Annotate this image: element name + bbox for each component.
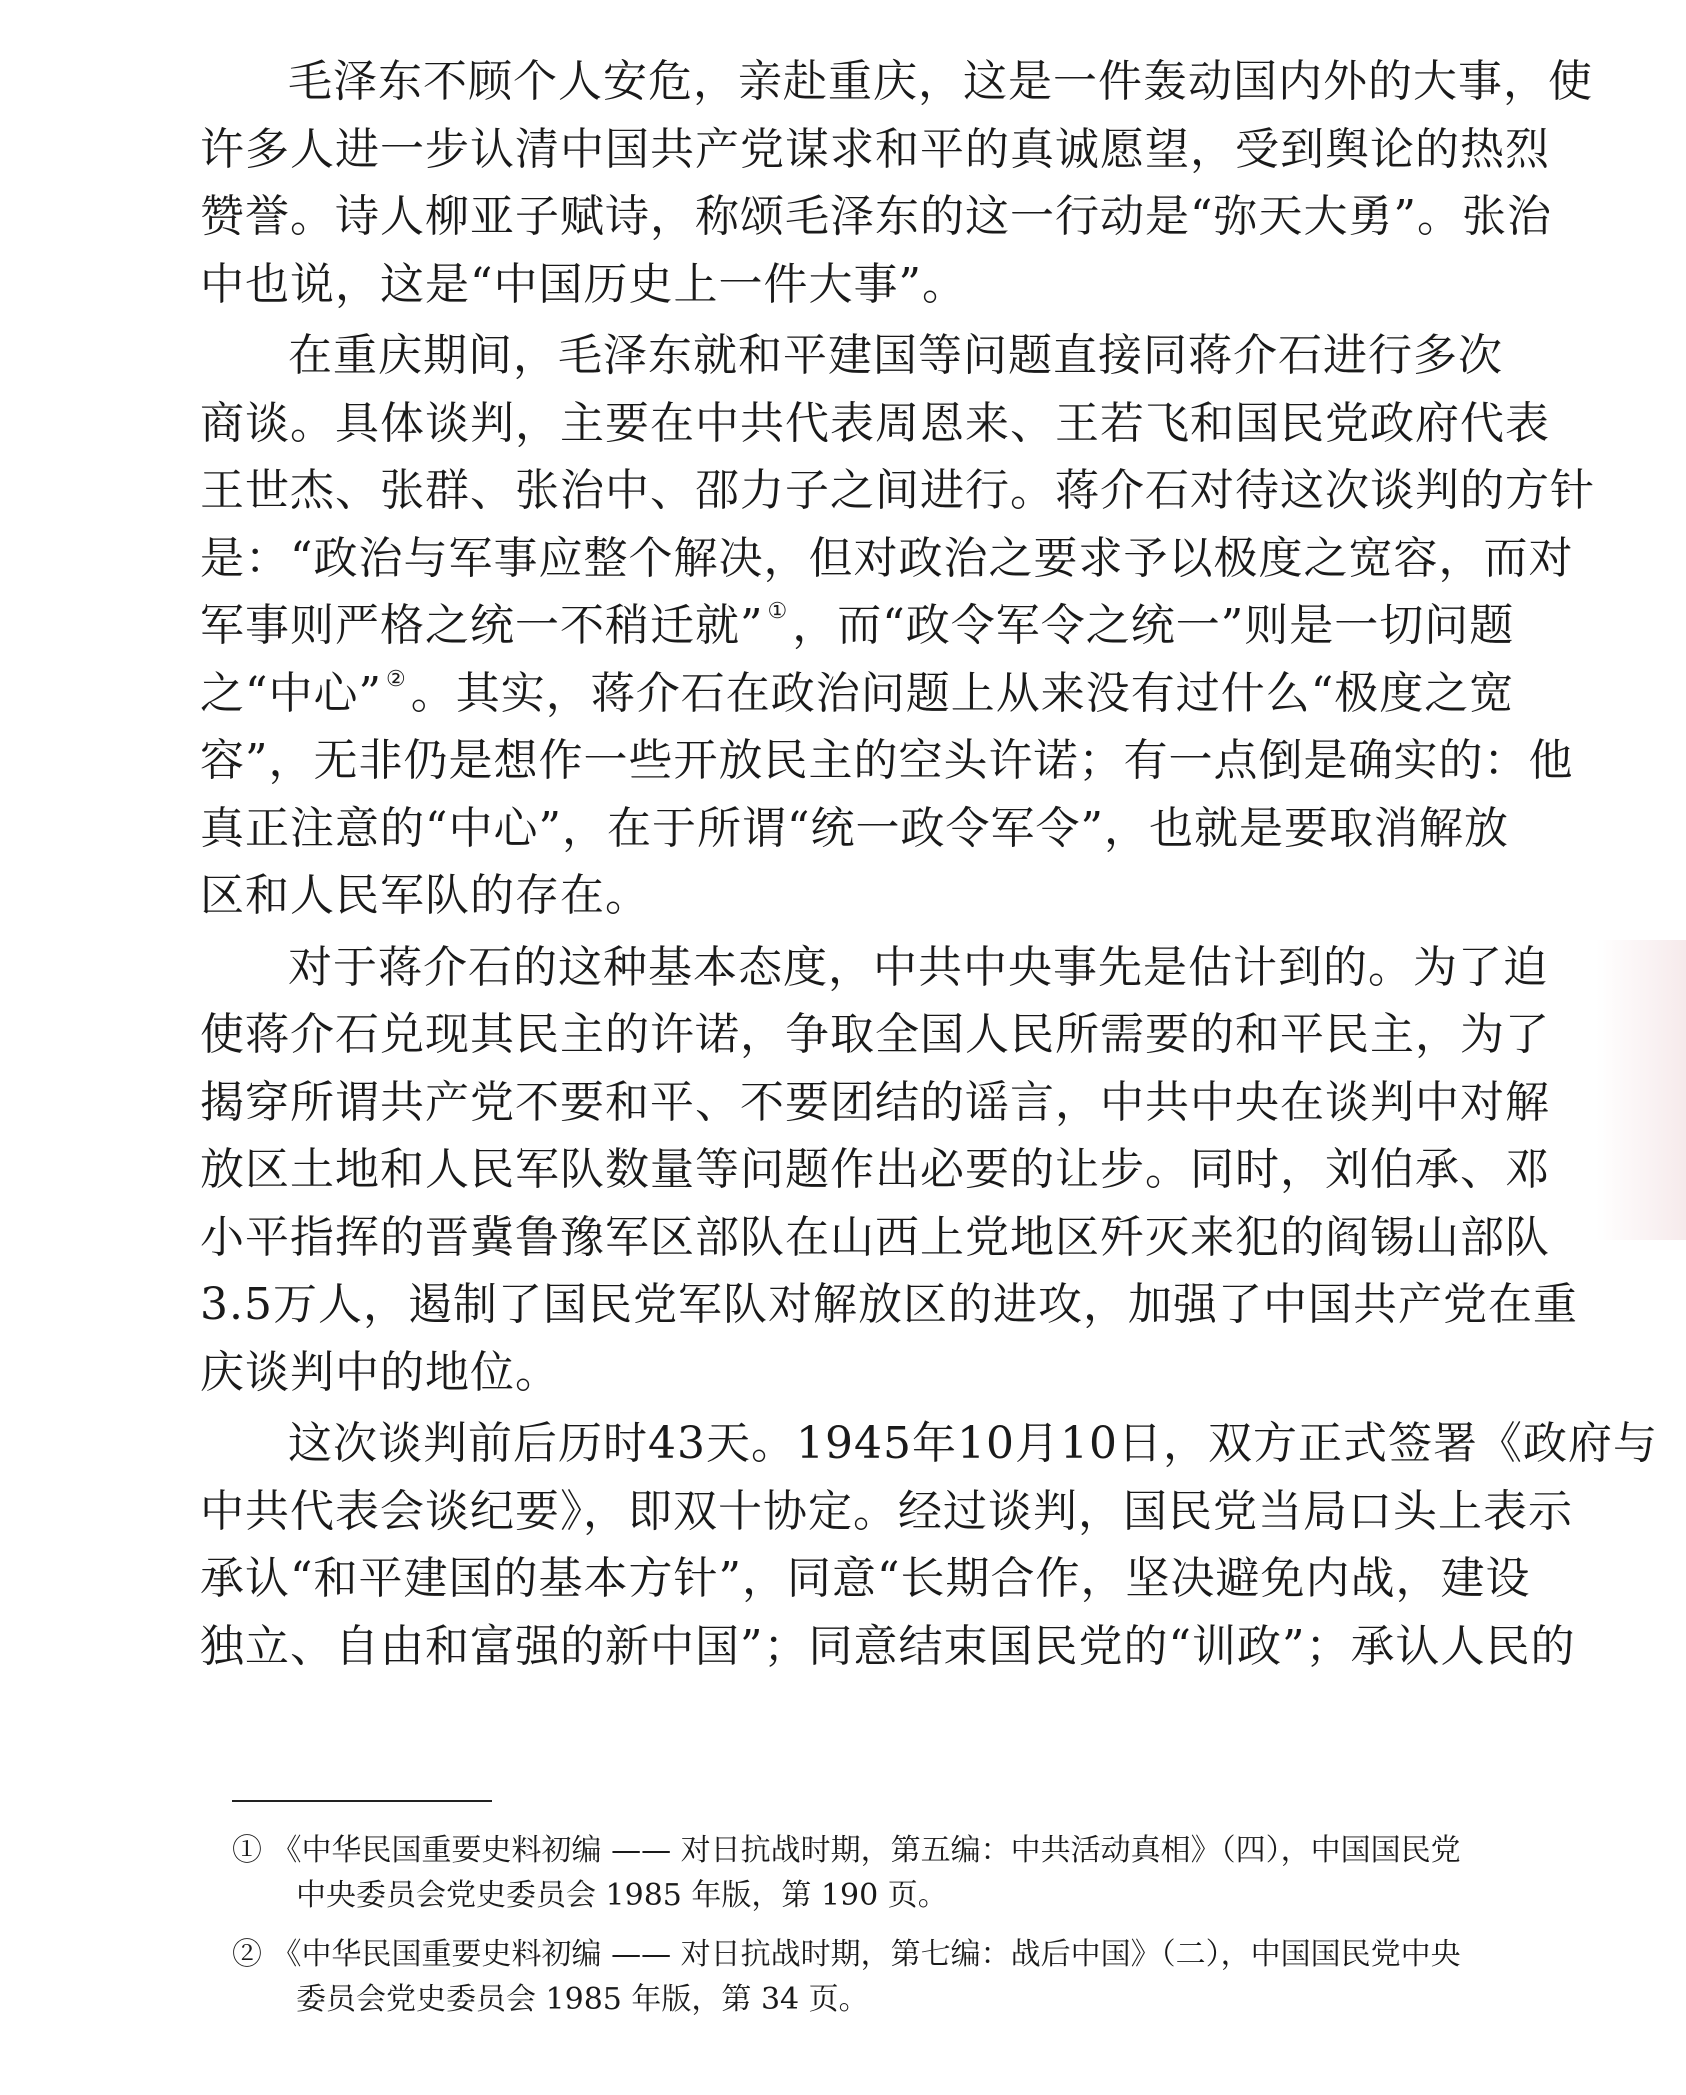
text-segment: ，而“政令军令之统一”则是一切问题: [792, 600, 1515, 651]
footnote-divider: [232, 1800, 492, 1802]
footnote-line: ② 《中华民国重要史料初编 —— 对日抗战时期，第七编：战后中国》（二），中国国民党中央: [232, 1937, 1461, 1972]
paragraph-1: [200, 48, 1593, 318]
text-line: [200, 592, 1515, 660]
text-line: 放区土地和人民军队数量等问题作出必要的让步。同时，刘伯承、邓: [200, 1144, 1550, 1195]
text-line: 王世杰、张群、张治中、邵力子之间进行。蒋介石对待这次谈判的方针: [200, 465, 1595, 516]
text-line: 3.5万人，遏制了国民党军队对解放区的进攻，加强了中国共产党在重: [200, 1279, 1578, 1330]
text-line: 小平指挥的晋冀鲁豫军区部队在山西上党地区歼灭来犯的阎锡山部队: [200, 1211, 1550, 1263]
text-segment: 军事则严格之统一不稍迁就”: [200, 600, 764, 651]
footnote-ref-2[interactable]: ②: [386, 666, 407, 692]
paragraph-3: [200, 934, 1578, 1407]
page-edge-smudge: [1596, 940, 1686, 1240]
footnote-line: 委员会党史委员会 1985 年版，第 34 页。: [296, 1982, 869, 2017]
text-line: 是：“政治与军事应整个解决，但对政治之要求予以极度之宽容，而对: [200, 532, 1574, 584]
body-text: [200, 48, 1658, 1684]
footnote-line: 中央委员会党史委员会 1985 年版，第 190 页。: [296, 1878, 948, 1913]
text-line: 容”，无非仍是想作一些开放民主的空头许诺；有一点倒是确实的：他: [200, 735, 1574, 786]
footnote-1: [232, 1828, 1472, 1918]
text-line: 在重庆期间，毛泽东就和平建国等问题直接同蒋介石进行多次: [288, 330, 1503, 381]
text-line: 许多人进一步认清中国共产党谋求和平的真诚愿望，受到舆论的热烈: [200, 123, 1550, 175]
text-line: 使蒋介石兑现其民主的许诺，争取全国人民所需要的和平民主，为了: [200, 1009, 1550, 1060]
text-segment: 之“中心”: [200, 667, 382, 719]
text-segment: 。其实，蒋介石在政治问题上从来没有过什么“极度之宽: [410, 667, 1515, 719]
text-line: 毛泽东不顾个人安危，亲赴重庆，这是一件轰动国内外的大事，使: [288, 56, 1593, 107]
footnote-line: ① 《中华民国重要史料初编 —— 对日抗战时期，第五编：中共活动真相》（四），中国国民党: [232, 1833, 1461, 1868]
paragraph-2: [200, 322, 1595, 930]
text-line: 真正注意的“中心”，在于所谓“统一政令军令”，也就是要取消解放: [200, 802, 1509, 854]
text-line: [200, 660, 1515, 728]
text-line: 承认“和平建国的基本方针”，同意“长期合作，坚决避免内战，建设: [200, 1553, 1531, 1604]
text-line: 区和人民军队的存在。: [200, 870, 650, 921]
text-line: 中也说，这是“中国历史上一件大事”。: [200, 258, 967, 310]
text-line: 庆谈判中的地位。: [200, 1346, 560, 1398]
footnotes: [232, 1828, 1472, 2036]
text-line: 赞誉。诗人柳亚子赋诗，称颂毛泽东的这一行动是“弥天大勇”。张治: [200, 191, 1552, 242]
footnote-ref-1[interactable]: ①: [767, 599, 789, 624]
text-line: 商谈。具体谈判，主要在中共代表周恩来、王若飞和国民党政府代表: [200, 397, 1550, 449]
text-line: 揭穿所谓共产党不要和平、不要团结的谣言，中共中央在谈判中对解: [200, 1076, 1550, 1128]
text-line: 中共代表会谈纪要》，即双十协定。经过谈判，国民党当局口头上表示: [200, 1485, 1573, 1537]
footnote-2: [232, 1932, 1472, 2022]
paragraph-4: [200, 1410, 1658, 1680]
text-line: 对于蒋介石的这种基本态度，中共中央事先是估计到的。为了迫: [288, 941, 1548, 993]
text-line: 这次谈判前后历时43天。1945年10月10日，双方正式签署《政府与: [288, 1418, 1658, 1469]
text-line: 独立、自由和富强的新中国”；同意结束国民党的“训政”；承认人民的: [200, 1620, 1576, 1672]
